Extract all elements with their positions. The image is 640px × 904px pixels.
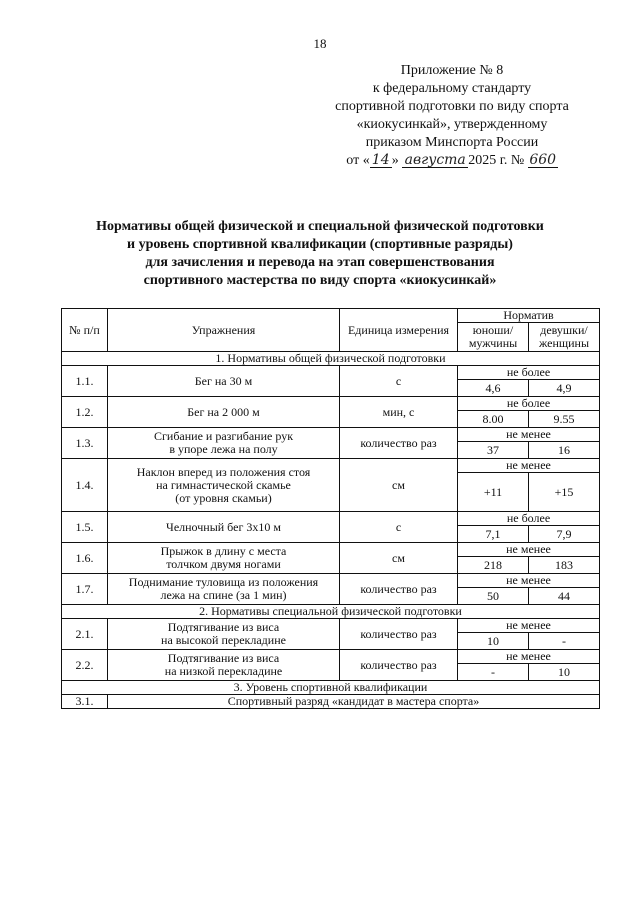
handwritten-day: 14 xyxy=(370,154,392,168)
row-condition: не менее xyxy=(458,650,600,664)
value-girls: 10 xyxy=(529,664,600,681)
table-row xyxy=(62,619,600,633)
page-number: 18 xyxy=(313,36,327,51)
row-exercise: Поднимание туловища из положения лежа на спине (за 1 мин) xyxy=(108,574,340,605)
row-condition: не менее xyxy=(458,459,600,473)
value-boys: 37 xyxy=(458,442,529,459)
appendix-line: приказом Минспорта России xyxy=(365,135,539,150)
appendix-line: Приложение № 8 xyxy=(400,63,504,78)
value-girls: 9.55 xyxy=(529,411,600,428)
document-title xyxy=(0,218,640,290)
row-condition: не более xyxy=(458,512,600,526)
header-norm: Норматив xyxy=(458,309,600,323)
header-boys: юноши/ мужчины xyxy=(458,323,529,352)
table-row xyxy=(62,459,600,473)
order-date-line xyxy=(302,152,602,170)
table-row xyxy=(62,428,600,442)
row-condition: не более xyxy=(458,366,600,380)
row-exercise: Наклон вперед из положения стоя на гимнастической скамье (от уровня скамьи) xyxy=(108,459,340,512)
row-exercise: Челночный бег 3х10 м xyxy=(108,512,340,543)
appendix-line: спортивной подготовки по виду спорта xyxy=(335,99,569,114)
table-row xyxy=(62,574,600,588)
row-number: 2.1. xyxy=(62,619,108,650)
table-row xyxy=(62,695,600,709)
value-girls: 4,9 xyxy=(529,380,600,397)
row-condition: не менее xyxy=(458,619,600,633)
value-boys: 4,6 xyxy=(458,380,529,397)
row-unit: с xyxy=(340,512,458,543)
row-unit: количество раз xyxy=(340,650,458,681)
header-girls: девушки/ женщины xyxy=(529,323,600,352)
row-exercise: Бег на 2 000 м xyxy=(108,397,340,428)
value-boys: 10 xyxy=(458,633,529,650)
appendix-line: к федеральному стандарту xyxy=(372,81,532,96)
date-year: 2025 г. № xyxy=(468,153,525,168)
value-boys: 218 xyxy=(458,557,529,574)
row-exercise: Бег на 30 м xyxy=(108,366,340,397)
row-exercise: Спортивный разряд «кандидат в мастера спорта» xyxy=(108,695,600,709)
row-unit: количество раз xyxy=(340,619,458,650)
row-unit: количество раз xyxy=(340,428,458,459)
section-row xyxy=(62,352,600,366)
section-title: 2. Нормативы специальной физической подготовки xyxy=(62,605,600,619)
table-row xyxy=(62,512,600,526)
value-girls: - xyxy=(529,633,600,650)
header-unit: Единица измерения xyxy=(340,309,458,352)
table-row xyxy=(62,543,600,557)
title-line: Нормативы общей физической и специальной физической подготовки xyxy=(96,219,544,234)
standards-table xyxy=(61,308,600,709)
value-boys: 7,1 xyxy=(458,526,529,543)
row-unit: с xyxy=(340,366,458,397)
row-unit: см xyxy=(340,459,458,512)
row-exercise: Подтягивание из виса на высокой перекладине xyxy=(108,619,340,650)
row-unit: количество раз xyxy=(340,574,458,605)
header-number: № п/п xyxy=(62,309,108,352)
value-girls: +15 xyxy=(529,473,600,512)
title-line: для зачисления и перевода на этап совершенствования xyxy=(145,255,495,270)
row-exercise: Прыжок в длину с места толчком двумя ногами xyxy=(108,543,340,574)
row-number: 1.6. xyxy=(62,543,108,574)
handwritten-month: августа xyxy=(402,154,468,168)
row-condition: не менее xyxy=(458,428,600,442)
row-number: 1.7. xyxy=(62,574,108,605)
date-prefix: от « xyxy=(346,153,370,168)
section-row xyxy=(62,681,600,695)
date-mid: » xyxy=(391,153,399,168)
header-exercise: Упражнения xyxy=(108,309,340,352)
row-number: 1.1. xyxy=(62,366,108,397)
row-condition: не более xyxy=(458,397,600,411)
row-number: 2.2. xyxy=(62,650,108,681)
row-exercise: Сгибание и разгибание рук в упоре лежа на полу xyxy=(108,428,340,459)
value-boys: +11 xyxy=(458,473,529,512)
section-title: 1. Нормативы общей физической подготовки xyxy=(62,352,600,366)
row-number: 1.5. xyxy=(62,512,108,543)
value-boys: 50 xyxy=(458,588,529,605)
value-boys: - xyxy=(458,664,529,681)
value-girls: 183 xyxy=(529,557,600,574)
table-row xyxy=(62,650,600,664)
row-condition: не менее xyxy=(458,574,600,588)
appendix-block xyxy=(302,62,602,170)
table-row xyxy=(62,366,600,380)
section-row xyxy=(62,605,600,619)
section-title: 3. Уровень спортивной квалификации xyxy=(62,681,600,695)
value-boys: 8.00 xyxy=(458,411,529,428)
row-number: 3.1. xyxy=(62,695,108,709)
value-girls: 16 xyxy=(529,442,600,459)
value-girls: 7,9 xyxy=(529,526,600,543)
table-row xyxy=(62,397,600,411)
row-unit: см xyxy=(340,543,458,574)
appendix-line: «киокусинкай», утвержденному xyxy=(356,117,548,132)
handwritten-order-number: 660 xyxy=(529,152,557,168)
row-number: 1.4. xyxy=(62,459,108,512)
row-condition: не менее xyxy=(458,543,600,557)
value-girls: 44 xyxy=(529,588,600,605)
row-unit: мин, с xyxy=(340,397,458,428)
title-line: и уровень спортивной квалификации (спортивные разряды) xyxy=(127,237,513,252)
title-line: спортивного мастерства по виду спорта «киокусинкай» xyxy=(143,273,497,288)
row-number: 1.3. xyxy=(62,428,108,459)
row-number: 1.2. xyxy=(62,397,108,428)
row-exercise: Подтягивание из виса на низкой перекладине xyxy=(108,650,340,681)
